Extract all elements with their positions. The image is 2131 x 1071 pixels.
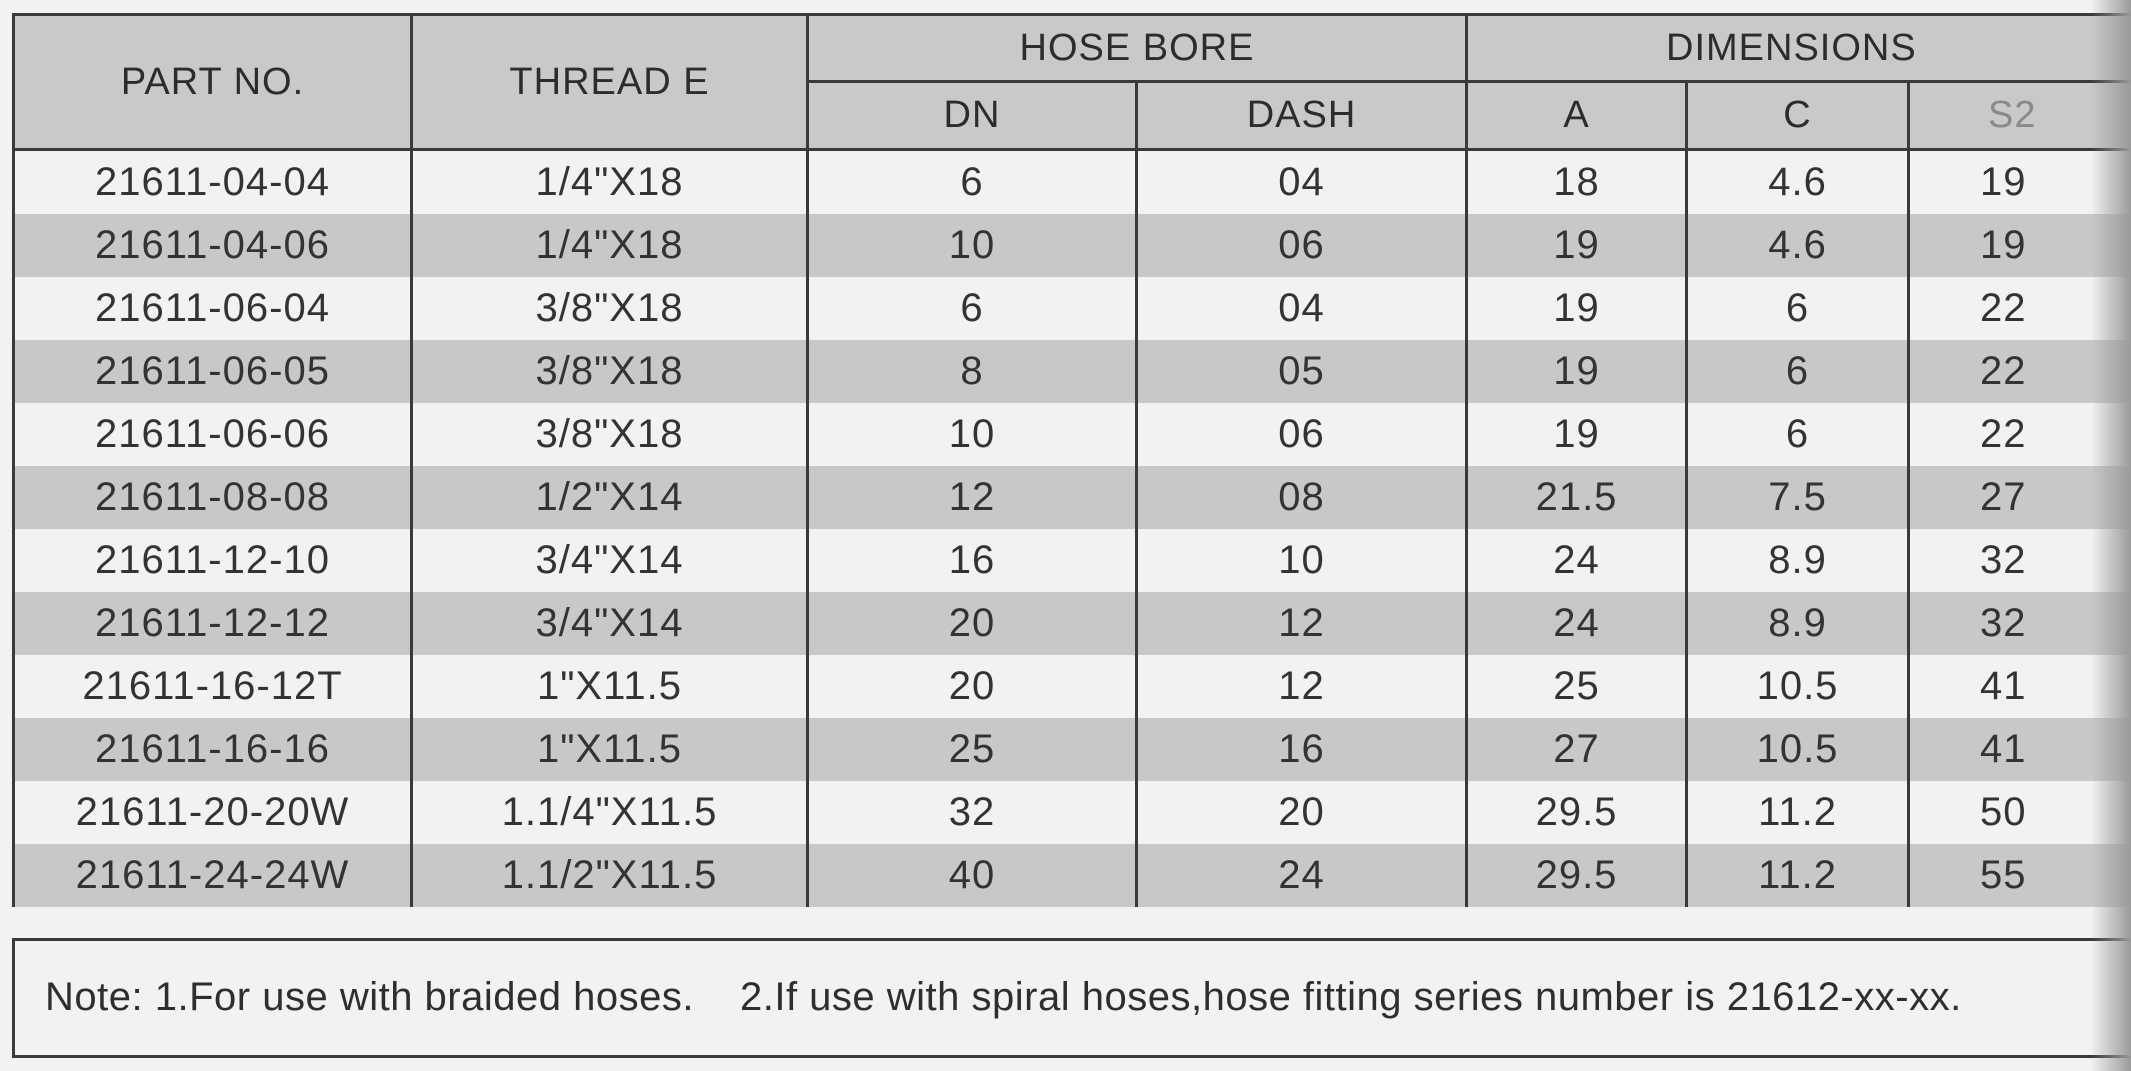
cell-dn: 20: [808, 655, 1137, 718]
cell-dn: 20: [808, 592, 1137, 655]
cell-dim-s2: 32: [1909, 529, 2131, 592]
cell-dn: 6: [808, 150, 1137, 215]
cell-dn: 40: [808, 844, 1137, 907]
cell-thread: 1.1/4"X11.5: [412, 781, 808, 844]
cell-dash: 12: [1137, 592, 1467, 655]
cell-dash: 20: [1137, 781, 1467, 844]
cell-thread: 3/8"X18: [412, 403, 808, 466]
cell-dash: 06: [1137, 403, 1467, 466]
cell-part-no: 21611-04-06: [14, 214, 412, 277]
cell-thread: 1"X11.5: [412, 718, 808, 781]
cell-dim-c: 7.5: [1687, 466, 1909, 529]
cell-dn: 10: [808, 403, 1137, 466]
cell-thread: 1/2"X14: [412, 466, 808, 529]
cell-dim-s2: 41: [1909, 655, 2131, 718]
cell-dn: 32: [808, 781, 1137, 844]
cell-dim-s2: 32: [1909, 592, 2131, 655]
note-box: [12, 938, 2131, 1058]
cell-dim-c: 10.5: [1687, 718, 1909, 781]
cell-dim-s2: 50: [1909, 781, 2131, 844]
cell-dim-s2: 22: [1909, 340, 2131, 403]
page-edge-shadow: [2091, 0, 2131, 1071]
cell-part-no: 21611-12-12: [14, 592, 412, 655]
header-dimensions-label: DIMENSIONS: [1666, 26, 1917, 69]
cell-dim-s2: 22: [1909, 277, 2131, 340]
cell-part-no: 21611-12-10: [14, 529, 412, 592]
note-label: Note:: [45, 975, 144, 1019]
cell-part-no: 21611-06-04: [14, 277, 412, 340]
cell-thread: 3/4"X14: [412, 592, 808, 655]
cell-part-no: 21611-24-24W: [14, 844, 412, 907]
cell-dim-a: 21.5: [1467, 466, 1687, 529]
cell-dim-a: 25: [1467, 655, 1687, 718]
cell-dim-a: 19: [1467, 340, 1687, 403]
cell-part-no: 21611-20-20W: [14, 781, 412, 844]
cell-dim-a: 19: [1467, 403, 1687, 466]
cell-dash: 08: [1137, 466, 1467, 529]
cell-thread: 1/4"X18: [412, 214, 808, 277]
cell-dn: 25: [808, 718, 1137, 781]
header-c: C: [1687, 82, 1909, 150]
cell-dash: 04: [1137, 150, 1467, 215]
cell-thread: 1"X11.5: [412, 655, 808, 718]
table-row: [14, 718, 2131, 781]
cell-dim-s2: 41: [1909, 718, 2131, 781]
cell-thread: 3/8"X18: [412, 340, 808, 403]
cell-dim-a: 19: [1467, 277, 1687, 340]
cell-dim-s2: 22: [1909, 403, 2131, 466]
cell-dim-c: 6: [1687, 277, 1909, 340]
cell-dash: 16: [1137, 718, 1467, 781]
cell-dim-s2: 19: [1909, 214, 2131, 277]
cell-dash: 10: [1137, 529, 1467, 592]
cell-dim-a: 29.5: [1467, 844, 1687, 907]
cell-dim-a: 29.5: [1467, 781, 1687, 844]
cell-part-no: 21611-08-08: [14, 466, 412, 529]
header-part-no: PART NO.: [14, 15, 412, 150]
cell-thread: 3/4"X14: [412, 529, 808, 592]
cell-dim-s2: 55: [1909, 844, 2131, 907]
table-row: [14, 844, 2131, 907]
table-body: [14, 150, 2131, 908]
cell-dash: 05: [1137, 340, 1467, 403]
cell-dim-c: 8.9: [1687, 592, 1909, 655]
cell-dim-a: 24: [1467, 592, 1687, 655]
cell-dash: 12: [1137, 655, 1467, 718]
cell-thread: 3/8"X18: [412, 277, 808, 340]
table-row: [14, 340, 2131, 403]
header-hose-bore: HOSE BORE: [808, 15, 1467, 82]
cell-dim-s2: 27: [1909, 466, 2131, 529]
cell-thread: 1.1/2"X11.5: [412, 844, 808, 907]
cell-dn: 16: [808, 529, 1137, 592]
cell-thread: 1/4"X18: [412, 150, 808, 215]
header-dimensions: [1467, 15, 2131, 82]
cell-dim-c: 6: [1687, 340, 1909, 403]
cell-part-no: 21611-16-16: [14, 718, 412, 781]
cell-dash: 04: [1137, 277, 1467, 340]
cell-dash: 06: [1137, 214, 1467, 277]
table-row: [14, 529, 2131, 592]
header-dash: DASH: [1137, 82, 1467, 150]
fitting-spec-table: [12, 13, 2131, 907]
cell-dim-c: 4.6: [1687, 150, 1909, 215]
cell-dim-a: 19: [1467, 214, 1687, 277]
cell-dim-c: 11.2: [1687, 844, 1909, 907]
cell-dim-s2: 19: [1909, 150, 2131, 215]
cell-dim-c: 11.2: [1687, 781, 1909, 844]
header-dn: DN: [808, 82, 1137, 150]
cell-part-no: 21611-16-12T: [14, 655, 412, 718]
cell-dn: 6: [808, 277, 1137, 340]
note-text: [45, 975, 1962, 1020]
header-s2-label: S2: [1988, 94, 2037, 136]
note-item-1: 1.For use with braided hoses.: [154, 975, 694, 1019]
cell-part-no: 21611-06-06: [14, 403, 412, 466]
table-row: [14, 466, 2131, 529]
table-row: [14, 403, 2131, 466]
cell-dim-c: 6: [1687, 403, 1909, 466]
cell-part-no: 21611-06-05: [14, 340, 412, 403]
header-a: A: [1467, 82, 1687, 150]
table-row: [14, 592, 2131, 655]
cell-dim-c: 8.9: [1687, 529, 1909, 592]
cell-dn: 8: [808, 340, 1137, 403]
table-row: [14, 214, 2131, 277]
cell-part-no: 21611-04-04: [14, 150, 412, 215]
cell-dim-a: 27: [1467, 718, 1687, 781]
note-item-2: 2.If use with spiral hoses,hose fitting series number is 21612-xx-xx.: [739, 975, 1962, 1019]
table-row: [14, 150, 2131, 215]
cell-dim-a: 18: [1467, 150, 1687, 215]
cell-dim-c: 10.5: [1687, 655, 1909, 718]
table-row: [14, 655, 2131, 718]
cell-dn: 12: [808, 466, 1137, 529]
cell-dim-c: 4.6: [1687, 214, 1909, 277]
header-thread: THREAD E: [412, 15, 808, 150]
table-row: [14, 277, 2131, 340]
cell-dim-a: 24: [1467, 529, 1687, 592]
cell-dn: 10: [808, 214, 1137, 277]
table-row: [14, 781, 2131, 844]
cell-dash: 24: [1137, 844, 1467, 907]
